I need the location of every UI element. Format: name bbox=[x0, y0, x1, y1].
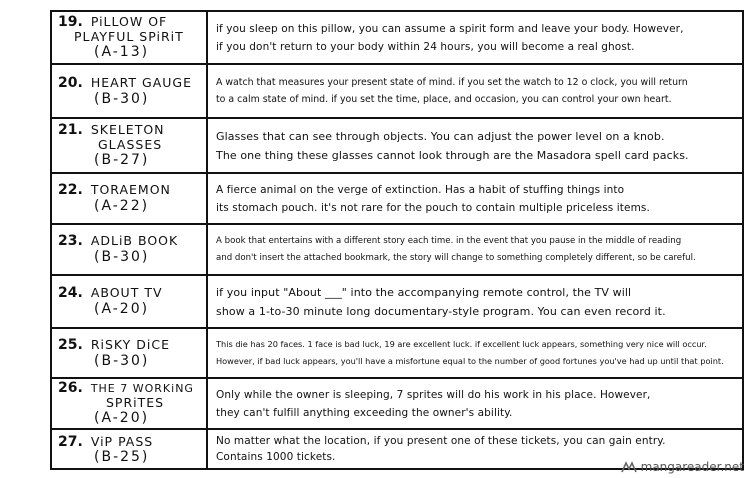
item-title: PiLLOW OF bbox=[90, 14, 168, 29]
item-code: (B-30) bbox=[94, 90, 150, 107]
item-number: 26. bbox=[58, 379, 83, 396]
item-description-cell bbox=[208, 276, 742, 327]
item-number: 19. bbox=[58, 14, 83, 30]
item-description-line: they can't fulfill anything exceeding the owner's ability. bbox=[216, 406, 513, 419]
item-description-line: The one thing these glasses cannot look through are the Masadora spell card packs. bbox=[216, 148, 689, 162]
item-title: TORAEMON bbox=[90, 182, 171, 197]
item-name-cell bbox=[52, 65, 208, 117]
item-description-cell bbox=[208, 174, 742, 223]
item-title: SKELETON bbox=[90, 122, 165, 137]
item-description-cell bbox=[208, 379, 742, 428]
item-description-line: if you input "About ___" into the accompanying remote control, the TV will bbox=[216, 285, 632, 299]
item-name-cell bbox=[52, 276, 208, 327]
item-description-line: A fierce animal on the verge of extinction. Has a habit of stuffing things into bbox=[216, 183, 625, 196]
item-number: 20. bbox=[58, 74, 83, 91]
item-description-line: Glasses that can see through objects. You can adjust the power level on a knob. bbox=[216, 129, 665, 143]
item-number: 27. bbox=[58, 433, 83, 450]
item-description-line: Contains 1000 tickets. bbox=[216, 451, 336, 463]
item-description-cell bbox=[208, 329, 742, 377]
item-description-cell bbox=[208, 119, 742, 172]
item-title: ABOUT TV bbox=[90, 285, 163, 300]
item-name-cell bbox=[52, 12, 208, 63]
item-code: (B-30) bbox=[94, 249, 150, 265]
table-row bbox=[52, 119, 742, 174]
item-code: (B-27) bbox=[94, 152, 150, 168]
watermark-text: mangareader.net bbox=[640, 460, 744, 474]
item-description-line: to a calm state of mind. if you set the time, place, and occasion, you can control your own heart. bbox=[216, 94, 672, 105]
table-row bbox=[52, 329, 742, 379]
item-title: HEART GAUGE bbox=[90, 74, 193, 90]
item-description-line: if you sleep on this pillow, you can assume a spirit form and leave your body. However, bbox=[216, 22, 684, 35]
item-description-line: its stomach pouch. it's not rare for the pouch to contain multiple priceless items. bbox=[216, 201, 650, 214]
item-code: (A-13) bbox=[94, 44, 150, 60]
table-row bbox=[52, 65, 742, 119]
item-description-line: A watch that measures your present state of mind. if you set the watch to 12 o clock, you will return bbox=[216, 77, 688, 88]
watermark bbox=[621, 460, 744, 474]
table-row bbox=[52, 225, 742, 276]
table-row bbox=[52, 174, 742, 225]
table-row bbox=[52, 379, 742, 430]
item-title-continued: SPRiTES bbox=[106, 394, 165, 410]
item-code: (B-25) bbox=[94, 448, 150, 465]
item-number: 25. bbox=[58, 336, 83, 353]
item-description-line: and don't insert the attached bookmark, the story will change to something completely different, so be careful. bbox=[216, 252, 696, 263]
item-code: (A-22) bbox=[94, 198, 150, 214]
item-number: 21. bbox=[58, 122, 83, 138]
item-description-line: No matter what the location, if you present one of these tickets, you can gain entry. bbox=[216, 435, 666, 447]
item-description-cell bbox=[208, 65, 742, 117]
item-code: (A-20) bbox=[94, 301, 150, 317]
item-title-continued: GLASSES bbox=[98, 137, 163, 152]
item-name-cell bbox=[52, 119, 208, 172]
item-title: THE 7 WORKiNG bbox=[90, 381, 194, 395]
item-description-cell bbox=[208, 12, 742, 63]
item-table bbox=[50, 10, 744, 470]
item-title: RiSKY DiCE bbox=[90, 336, 170, 352]
table-row bbox=[52, 12, 742, 65]
item-description-cell bbox=[208, 225, 742, 274]
item-name-cell bbox=[52, 329, 208, 377]
item-description-line: show a 1-to-30 minute long documentary-style program. You can even record it. bbox=[216, 304, 666, 318]
item-number: 22. bbox=[58, 182, 83, 198]
item-description-line: A book that entertains with a different story each time. in the event that you pause in the middle of reading bbox=[216, 235, 682, 246]
item-description-line: This die has 20 faces. 1 face is bad luck, 19 are excellent luck. if excellent luck appears, something very nice will occur. bbox=[216, 339, 707, 349]
item-code: (B-30) bbox=[94, 352, 150, 369]
table-row bbox=[52, 276, 742, 329]
item-title-continued: PLAYFUL SPiRiT bbox=[74, 29, 184, 44]
item-description-line: if you don't return to your body within 24 hours, you will become a real ghost. bbox=[216, 40, 635, 53]
mangareader-logo-icon bbox=[621, 461, 637, 473]
item-title: ADLiB BOOK bbox=[90, 233, 179, 248]
item-description-line: However, if bad luck appears, you'll have a misfortune equal to the number of good fortunes you've had up until that point. bbox=[216, 356, 724, 366]
item-title: ViP PASS bbox=[90, 433, 154, 449]
item-name-cell bbox=[52, 430, 208, 468]
item-description-line: Only while the owner is sleeping, 7 sprites will do his work in his place. However, bbox=[216, 388, 651, 401]
item-name-cell bbox=[52, 174, 208, 223]
item-name-cell bbox=[52, 379, 208, 428]
item-name-cell bbox=[52, 225, 208, 274]
item-number: 24. bbox=[58, 285, 83, 301]
item-number: 23. bbox=[58, 233, 83, 249]
item-code: (A-20) bbox=[94, 409, 150, 426]
